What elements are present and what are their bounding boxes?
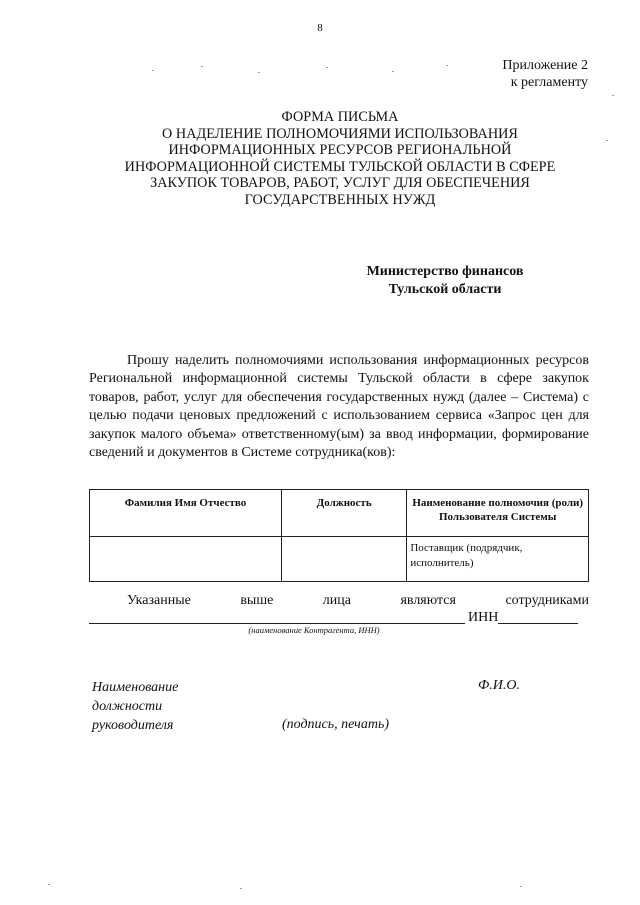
addressee-line-2: Тульской области xyxy=(388,282,502,297)
position-line: руководителя xyxy=(92,718,174,733)
scan-speck xyxy=(326,67,328,68)
appendix-line-2: к регламенту xyxy=(510,75,588,90)
header-role: Наименование полномочия (роли) Пользователя Системы xyxy=(407,490,589,537)
position-line: Наименование xyxy=(92,680,179,695)
title-line: ИНФОРМАЦИОННОЙ СИСТЕМЫ ТУЛЬСКОЙ ОБЛАСТИ В СФЕРЕ xyxy=(124,158,556,175)
page-number: 8 xyxy=(317,22,323,34)
title-line: ИНФОРМАЦИОННЫХ РЕСУРСОВ РЕГИОНАЛЬНОЙ xyxy=(168,142,512,158)
signature-caption: (подпись, печать) xyxy=(282,717,389,732)
fio-label: Ф.И.О. xyxy=(478,678,520,693)
header-full-name: Фамилия Имя Отчество xyxy=(90,490,282,537)
scan-speck xyxy=(152,70,154,71)
title-line: ГОСУДАРСТВЕННЫХ НУЖД xyxy=(244,191,436,208)
appendix-note xyxy=(502,57,588,91)
cell-role: Поставщик (подрядчик, исполнитель) xyxy=(407,537,589,582)
appendix-line-1: Приложение 2 xyxy=(502,58,588,73)
cell-full-name xyxy=(90,537,282,582)
staff-statement xyxy=(89,592,589,610)
scan-speck xyxy=(612,95,614,96)
inn-label: ИНН xyxy=(468,610,499,625)
scan-speck xyxy=(392,71,394,72)
statement-word: выше xyxy=(240,593,274,608)
scan-speck xyxy=(446,65,448,66)
title-line: ЗАКУПОК ТОВАРОВ, РАБОТ, УСЛУГ ДЛЯ ОБЕСПЕЧЕНИЯ xyxy=(150,175,530,191)
inn-fill-line xyxy=(498,623,578,624)
form-title xyxy=(90,109,590,208)
request-paragraph: Прошу наделить полномочиями использования информационных ресурсов Региональной информационной системы Тульской области в сфере закупок товаров, работ, услуг для обеспечения государственных нужд (далее – Система) с целью подачи ценовых предложений с использованием сервиса «Запрос цен для закупок малого объема» ответственному(ым) за ввод информации, формирование сведений и документов в Системе сотрудника(ков): xyxy=(89,353,589,461)
scan-speck xyxy=(520,886,522,887)
table-row xyxy=(90,537,589,582)
title-line: ФОРМА ПИСЬМА xyxy=(281,109,399,125)
position-line: должности xyxy=(92,699,163,714)
statement-word: лица xyxy=(322,593,351,608)
statement-word: являются xyxy=(400,593,456,608)
staff-table xyxy=(89,489,589,582)
scan-speck xyxy=(258,72,260,73)
scan-speck xyxy=(201,66,203,67)
cell-position xyxy=(281,537,406,582)
header-position: Должность xyxy=(281,490,406,537)
scan-speck xyxy=(606,140,608,141)
addressee xyxy=(330,263,560,299)
table-header-row xyxy=(90,490,589,537)
statement-word: Указанные xyxy=(127,593,191,608)
statement-word: сотрудниками xyxy=(505,593,589,608)
scan-speck xyxy=(240,888,242,889)
scan-speck xyxy=(48,884,50,885)
head-position-block xyxy=(92,678,178,735)
title-line: О НАДЕЛЕНИЕ ПОЛНОМОЧИЯМИ ИСПОЛЬЗОВАНИЯ xyxy=(162,125,518,142)
contractor-fill-line xyxy=(89,623,465,624)
addressee-line-1: Министерство финансов xyxy=(366,264,524,279)
contractor-caption: (наименование Контрагента, ИНН) xyxy=(248,625,380,635)
